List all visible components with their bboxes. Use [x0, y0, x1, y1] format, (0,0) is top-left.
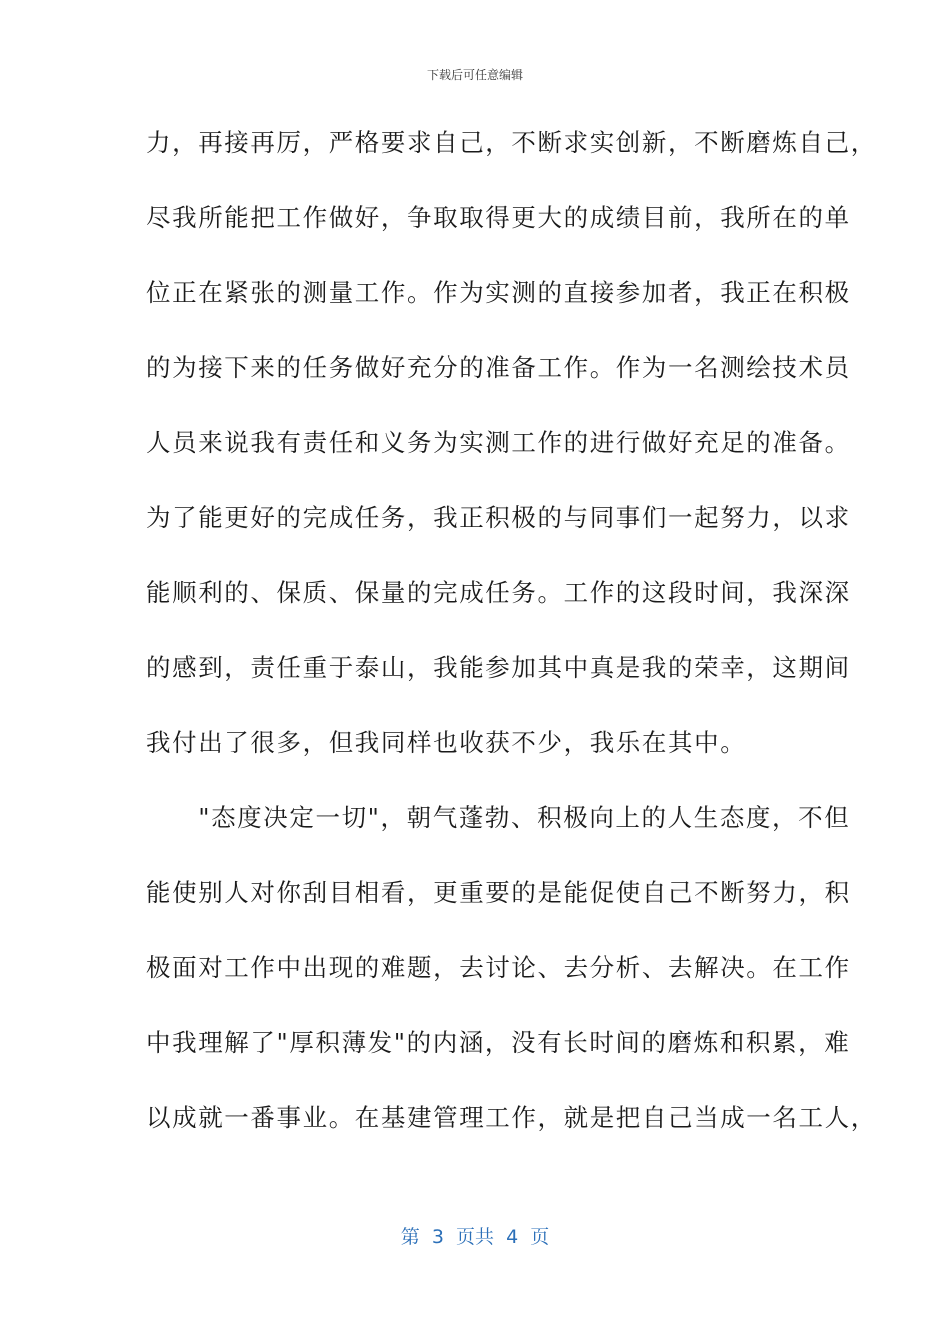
text-line: 力，再接再厉，严格要求自己，不断求实创新，不断磨炼自己，	[146, 128, 877, 157]
text-line: 极面对工作中出现的难题，去讨论、去分析、去解决。在工作	[146, 953, 851, 982]
text-line: 我付出了很多，但我同样也收获不少，我乐在其中。	[146, 728, 747, 757]
text-line: 以成就一番事业。在基建管理工作，就是把自己当成一名工人，	[146, 1103, 877, 1132]
text-line: 的感到，责任重于泰山，我能参加其中真是我的荣幸，这期间	[146, 653, 851, 682]
text-line: 的为接下来的任务做好充分的准备工作。作为一名测绘技术员	[146, 353, 851, 382]
text-line: 能使别人对你刮目相看，更重要的是能促使自己不断努力，积	[146, 878, 851, 907]
text-line: 为了能更好的完成任务，我正积极的与同事们一起努力，以求	[146, 503, 851, 532]
text-line: 尽我所能把工作做好，争取取得更大的成绩目前，我所在的单	[146, 203, 851, 232]
page-footer: 第 3 页共 4 页	[400, 1226, 550, 1248]
text-line: 人员来说我有责任和义务为实测工作的进行做好充足的准备。	[146, 428, 851, 457]
text-line: 能顺利的、保质、保量的完成任务。工作的这段时间，我深深	[146, 578, 851, 607]
body-text	[146, 120, 877, 1170]
text-line: 位正在紧张的测量工作。作为实测的直接参加者，我正在积极	[146, 278, 851, 307]
text-line: 中我理解了"厚积薄发"的内涵，没有长时间的磨炼和积累，难	[146, 1028, 851, 1057]
page-header: 下载后可任意编辑	[426, 68, 523, 82]
text-line: "态度决定一切"，朝气蓬勃、积极向上的人生态度，不但	[146, 803, 851, 832]
